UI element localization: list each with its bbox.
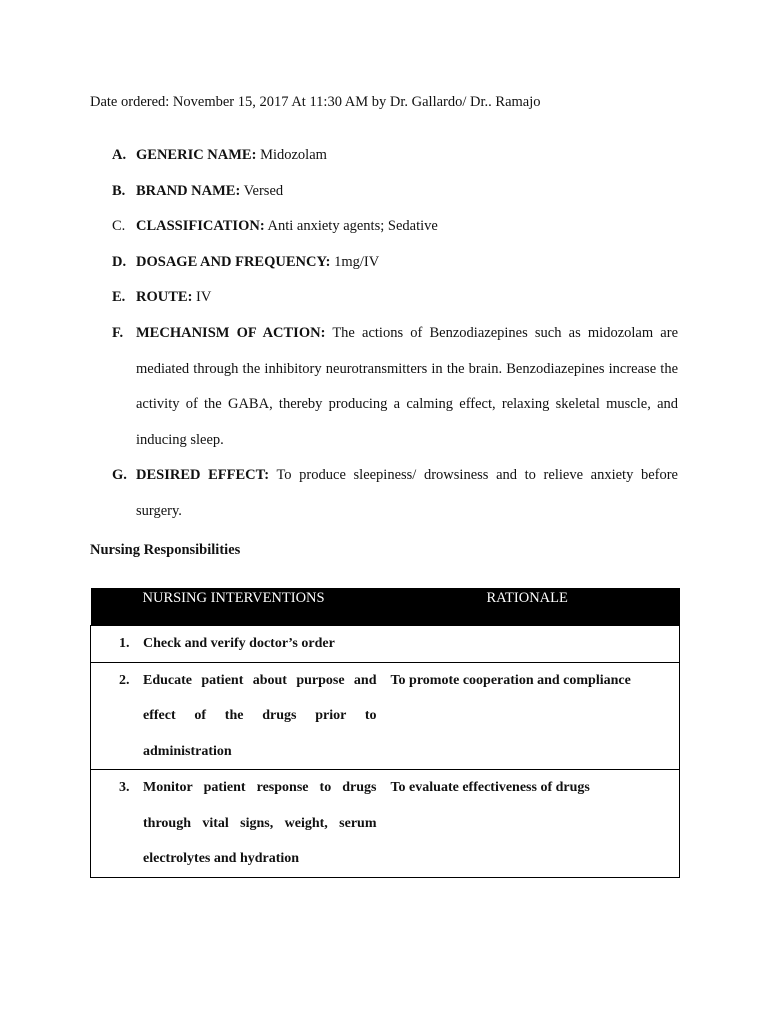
item-label: GENERIC NAME: xyxy=(136,147,257,163)
date-ordered-line: Date ordered: November 15, 2017 At 11:30 AM by Dr. Gallardo/ Dr.. Ramajo xyxy=(90,94,541,110)
item-text: Anti anxiety agents; Sedative xyxy=(264,218,438,235)
item-text: IV xyxy=(192,289,212,306)
row-number: 1. xyxy=(119,636,130,651)
dosage-frequency-item xyxy=(90,245,678,281)
item-label: ROUTE: xyxy=(136,289,193,306)
row-number: 3. xyxy=(119,780,130,795)
list-marker: C. xyxy=(112,218,126,235)
intervention-text: Monitor patient response to drugs through vital signs, weight, serum electrolytes and hydration xyxy=(143,780,377,866)
rationale-cell xyxy=(387,626,680,663)
drug-info-list xyxy=(90,138,678,530)
route-item xyxy=(90,280,678,316)
table-header-row xyxy=(91,588,680,626)
list-marker: E. xyxy=(112,289,126,306)
interventions-column-header: NURSING INTERVENTIONS xyxy=(91,588,387,626)
item-label: MECHANISM OF ACTION: xyxy=(136,324,326,341)
item-text: Versed xyxy=(240,182,284,199)
item-text: The actions of Benzodiazepines such as midozolam are mediated through the inhibitory neurotransmitters in the brain. Benzodiazepines increase the activity of the GABA, thereby producing a calming effect, relaxing skeletal muscle, and inducing sleep. xyxy=(136,324,679,448)
item-label: BRAND NAME: xyxy=(136,182,241,199)
list-marker: G. xyxy=(112,467,127,484)
mechanism-of-action-item xyxy=(90,316,678,458)
item-label: DOSAGE AND FREQUENCY: xyxy=(136,253,331,270)
classification-item xyxy=(90,209,678,245)
rationale-cell: To promote cooperation and compliance xyxy=(387,662,680,770)
desired-effect-item xyxy=(90,458,678,529)
item-label: DESIRED EFFECT: xyxy=(136,467,270,484)
intervention-cell xyxy=(91,662,387,770)
list-marker: B. xyxy=(112,182,126,199)
table-row xyxy=(91,626,680,663)
row-number: 2. xyxy=(119,672,130,688)
list-marker: A. xyxy=(112,147,127,163)
intervention-cell xyxy=(91,626,387,663)
section-heading: Nursing Responsibilities xyxy=(90,542,241,558)
item-label: CLASSIFICATION: xyxy=(136,218,265,235)
rationale-column-header: RATIONALE xyxy=(387,588,680,626)
item-text: To produce sleepiness/ drowsiness and to relieve anxiety before surgery. xyxy=(136,467,678,519)
item-text: 1mg/IV xyxy=(330,253,380,270)
intervention-text: Educate patient about purpose and effect of the drugs prior to administration xyxy=(143,672,377,759)
intervention-text: Check and verify doctor’s order xyxy=(143,636,335,651)
brand-name-item xyxy=(90,174,678,210)
item-text: Midozolam xyxy=(256,147,327,163)
intervention-cell xyxy=(91,770,387,878)
table-row xyxy=(91,770,680,878)
generic-name-item xyxy=(90,138,678,174)
rationale-cell: To evaluate effectiveness of drugs xyxy=(387,770,680,878)
list-marker: D. xyxy=(112,253,127,270)
table-row xyxy=(91,662,680,770)
nursing-responsibilities-table xyxy=(90,588,680,878)
list-marker: F. xyxy=(112,324,124,341)
